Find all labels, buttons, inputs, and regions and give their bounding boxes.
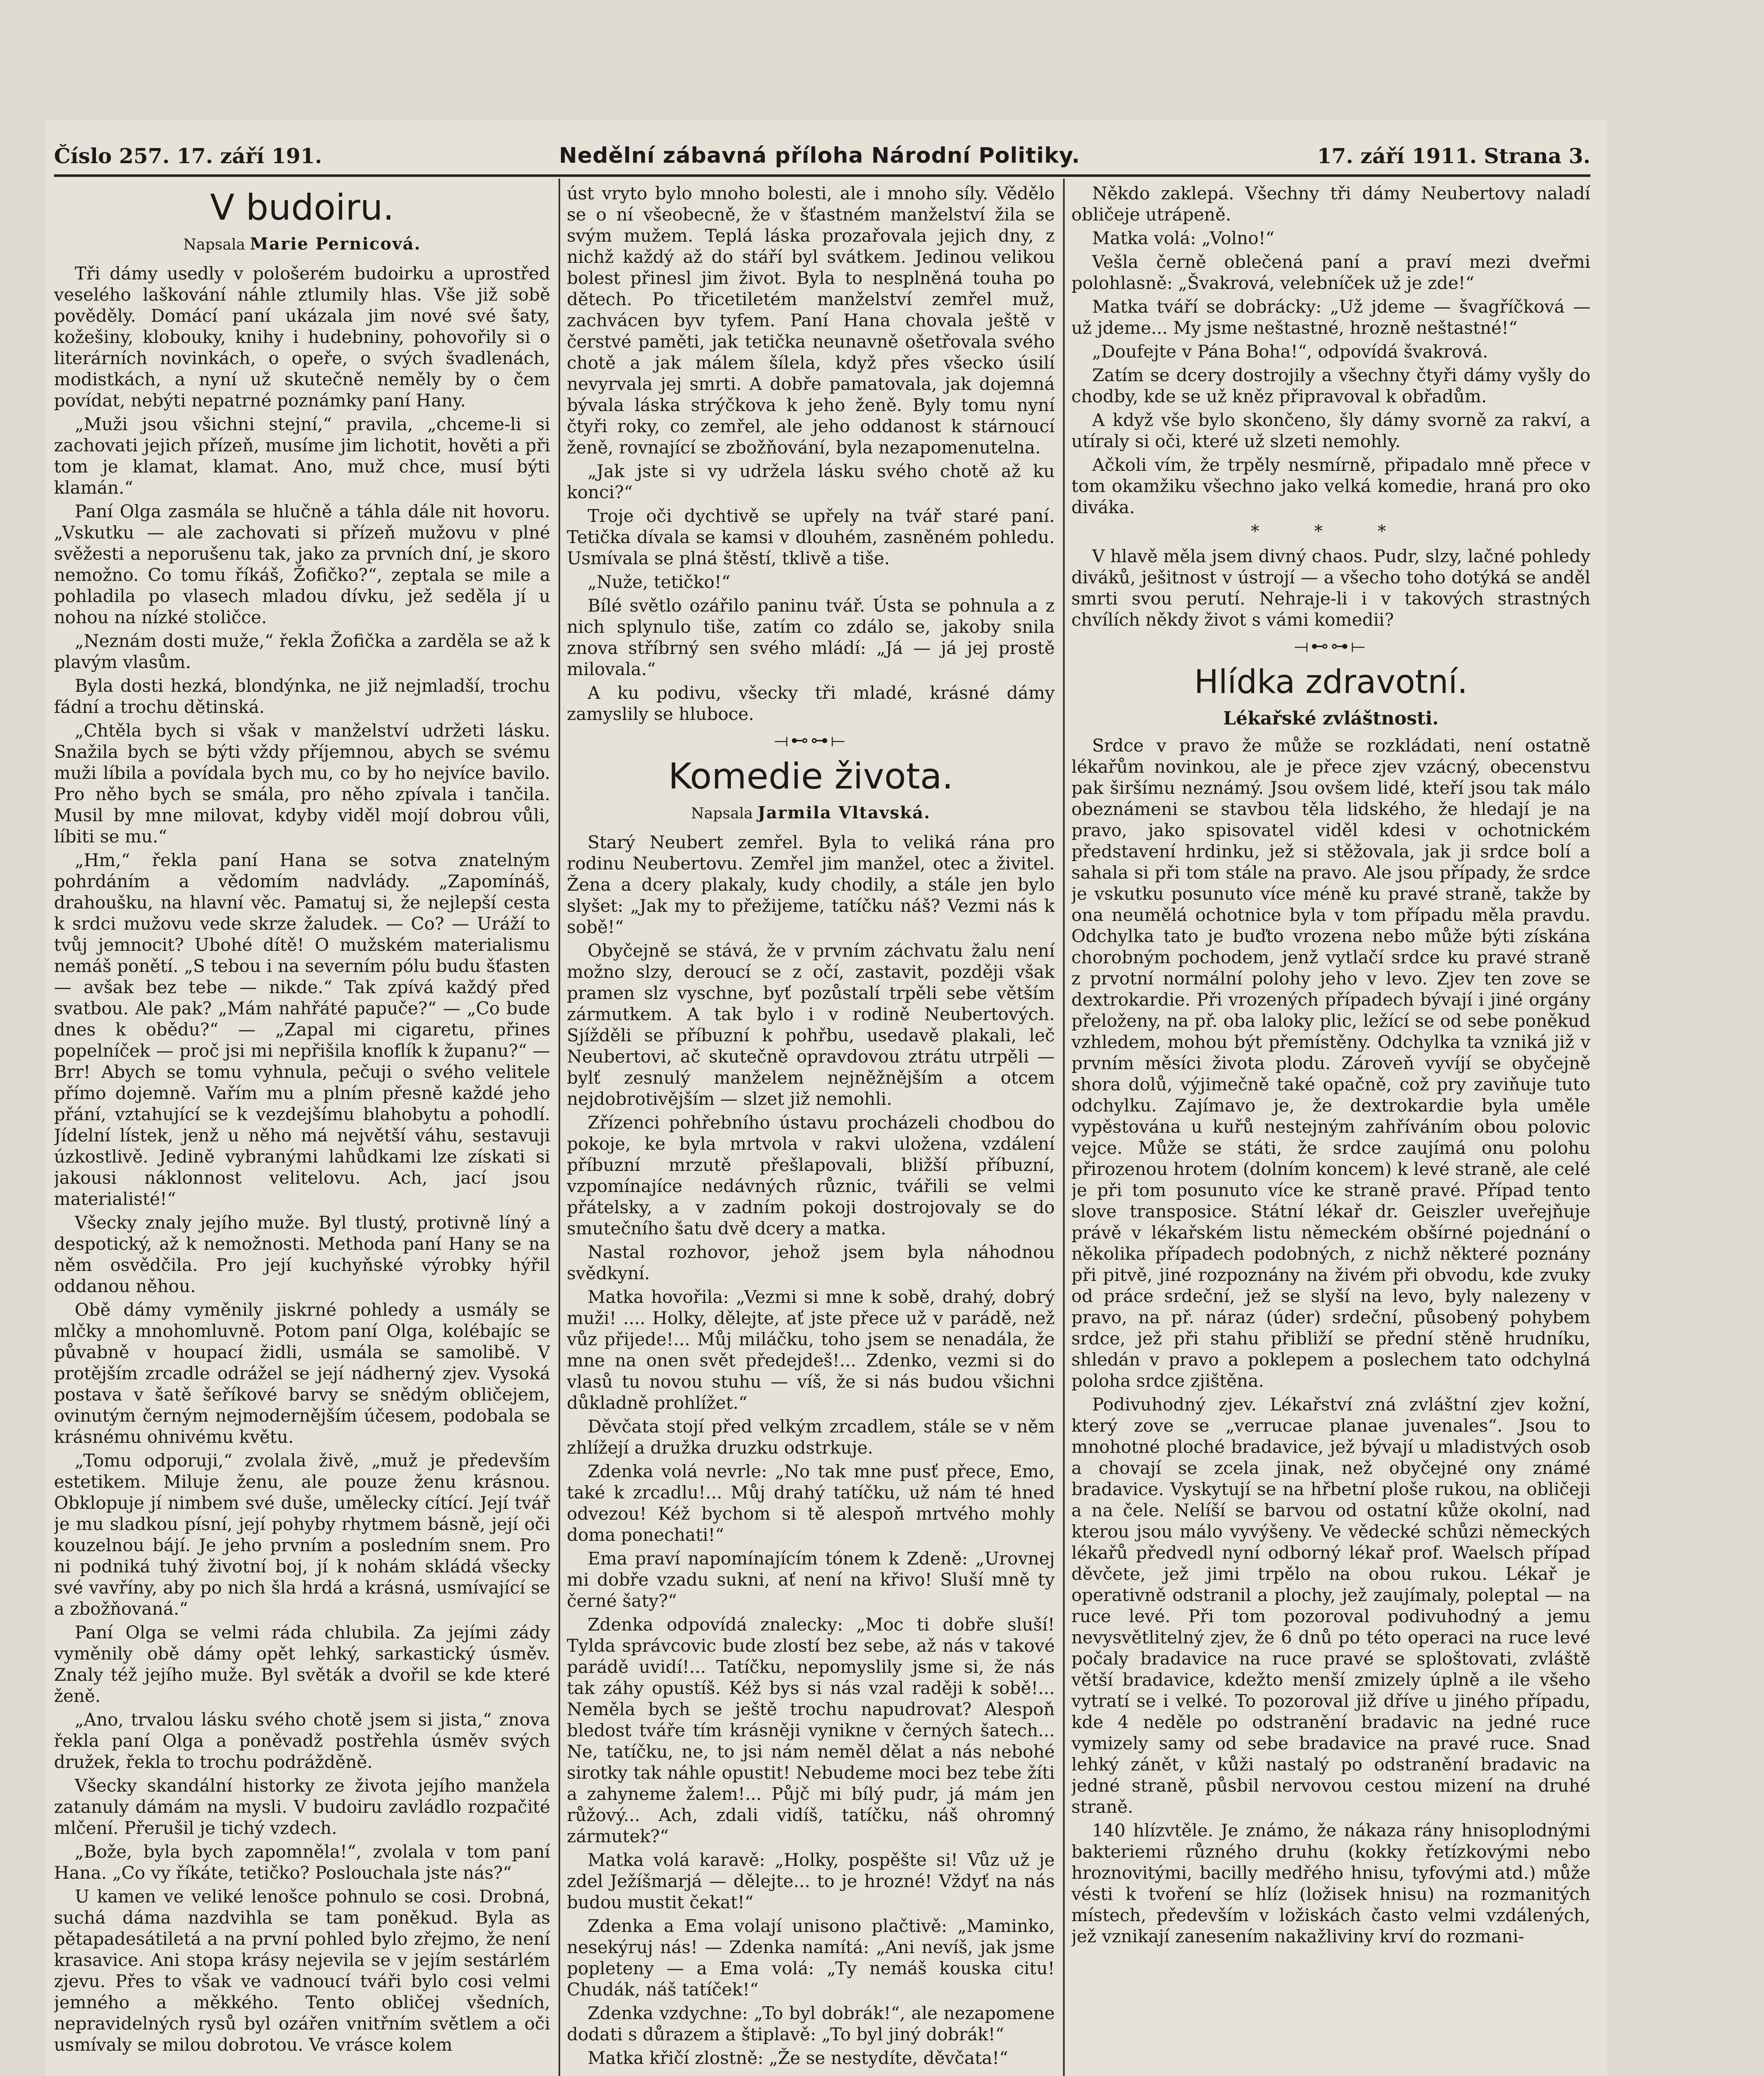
paragraph: Všecky znaly jejího muže. Byl tlustý, protivně líný a despotický, až k nemožnosti. Methoda paní Hany se na něm osvědčila. Pro její kuchyňské výrobky hýřil oddanou něhou. <box>54 1212 550 1296</box>
paragraph: Nastal rozhovor, jehož jsem byla náhodnou svědkyní. <box>567 1242 1055 1283</box>
paragraph: „Chtěla bych si však v manželství udržeti lásku. Snažila bych se býti vždy příjemnou, abych se svému muži líbila a povídala bych mu, co by ho nejvíce bavilo. Pro něho bych se smála, pro něho zpívala i tančila. Musil by mne milovat, kdyby viděl mojí dobrou vůli, líbiti se mu.“ <box>54 720 550 847</box>
article-body-komedie-continued <box>1071 183 1590 518</box>
column-1 <box>54 183 550 2076</box>
publication-title: Nedělní zábavná příloha Národní Politiky. <box>559 143 1080 168</box>
paragraph: Matka tváří se dobrácky: „Už jdeme — švagříčková — už jdeme... My jsme neštastné, hrozně neštastné!“ <box>1071 296 1590 338</box>
masthead-rule <box>54 174 1590 177</box>
article-body-budoir <box>54 263 550 2055</box>
article-body-komedie-end <box>1071 546 1590 630</box>
paragraph: U kamen ve veliké lenošce pohnulo se cosi. Drobná, suchá dáma nazdvihla se tam poněkud. Byla as pětapadesátiletá a na první pohled bylo zřejmo, že není krasavice. Ani stopa krásy nejevila se v jejím sestárlém zjevu. Přes to však ve vadnoucí tváři bylo cosi velmi jemného a měkkého. Tento obličej všedních, nepravidelných rysů byl ozářen vnitřním světlem a oči usmívaly se milou dobrotou. Ve vrásce kolem <box>54 1886 550 2055</box>
paragraph: „Ano, trvalou lásku svého chotě jsem si jista,“ znova řekla paní Olga a poněvadž postřehla úsměv svých družek, řekla to trochu podrážděně. <box>54 1709 550 1772</box>
paragraph: Matka volá: „Volno!“ <box>1092 228 1275 248</box>
paragraph: „Neznám dosti muže,“ řekla Žofička a zarděla se až k plavým vlasům. <box>54 631 550 672</box>
article-body-budoir-continued <box>567 183 1055 725</box>
column-rule-2 <box>1063 179 1065 2076</box>
article-body-komedie <box>567 832 1055 2069</box>
column-2 <box>567 183 1055 2076</box>
masthead <box>54 137 1590 174</box>
article-subtitle-hlidka: Lékařské zvláštnosti. <box>1223 708 1439 729</box>
article-title-budoir: V budoiru. <box>210 187 394 228</box>
paragraph: V hlavě měla jsem divný chaos. Pudr, slzy, lačné pohledy diváků, ješitnost v ústrojí — a všecho toho dotýká se anděl smrti svou perutí. Nehraje-li i v takových strastných chvílích někdy život s vámi komedii? <box>1071 546 1590 630</box>
paragraph: Ačkoli vím, že trpěly nesmírně, připadalo mně přece v tom okamžiku všechno jako velká komedie, hraná pro oko diváka. <box>1071 455 1590 517</box>
paragraph: Tři dámy usedly v pološerém budoirku a uprostřed veselého laškování náhle ztlumily hlas. Vše již sobě pověděly. Domácí paní ukázala jim nové své šaty, kožešiny, klobouky, knihy i hudebniny, pohovořily si o literárních novinkách, o opeře, o svých švadlenách, modistkách, a nyní už skutečně neměly by o čem povídat, nebýti nepatrné poznámky paní Hany. <box>54 263 550 411</box>
paragraph: Zatím se dcery dostrojily a všechny čtyři dámy vyšly do chodby, kde se už kněz připravoval k obřadům. <box>1071 365 1590 406</box>
paragraph: A když vše bylo skončeno, šly dámy svorně za rakví, a utíraly si oči, které už slzeti nemohly. <box>1071 410 1590 451</box>
issue-number: Číslo 257. 17. září 191. <box>54 143 322 168</box>
article-byline-komedie: Napsala Jarmila Vltavská. <box>691 803 931 823</box>
paragraph: Zřízenci pohřebního ústavu procházeli chodbou do pokoje, ke byla mrtvola v rakvi uložena, vzdálení příbuzní mrzutě přešlapovali, bližší příbuzní, vzpomínajíce nedávných různic, tvářili se velmi přátelsky, a v zadním pokoji dostrojovaly se do smutečního šatu dvě dcery a matka. <box>567 1112 1055 1239</box>
author-name: Jarmila Vltavská. <box>757 803 931 823</box>
paragraph: 140 hlízvtěle. Je známo, že nákaza rány hnisoplodnými bakteriemi různého druhu (kokky řetízkovými nebo hroznovitými, bacilly medřého hnisu, tyfovými atd.) může vésti k tvoření se hlíz (ložisek hnisu) na rozmanitých místech, především v ložiskách často velmi vzdálených, jež vznikají zanesením nakažliviny krví do rozmani- <box>1071 1820 1590 1946</box>
section-divider: ⟞⊷⊶⟝ <box>774 730 848 750</box>
paragraph: úst vryto bylo mnoho bolesti, ale i mnoho síly. Vědělo se o ní všeobecně, že v šťastném manželství žila se svým mužem. Teplá láska prozařovala jejich dny, z nichž každý až do stáří byl svátkem. Jedinou velikou bolest přinesl jim život. Byla to nesplněná touha po dětech. Po třicetiletém manželství zemřel muž, zachvácen byv tyfem. Paní Hana chovala ještě v čerstvé paměti, jak tetička neunavně ošetřovala svého chotě a jak málem šílela, když přes všecko úsilí nevyrvala jej smrti. A dobře pamatovala, jak dojemná bývala láska strýčkova k jeho ženě. Byly tomu nyní čtyři roky, co zemřel, ale jeho oddanost k stárnoucí ženě, rovnající se zbožňování, byla nezapomenutelna. <box>567 183 1055 458</box>
paragraph: „Hm,“ řekla paní Hana se sotva znatelným pohrdáním a vědomím nadvlády. „Zapomínáš, drahoušku, na hlavní věc. Pamatuj si, že nejlepší cesta k srdci mužovu vede skrze žaludek. — Co? — Uráží to tvůj jemnocit? Ubohé dítě! O mužském materialismu nemáš ponětí. „S tebou i na severním pólu budu šťasten — avšak bez tebe — nikde.“ Tak zpívá každý před svatbou. Ale pak? „Mám nahřáté papuče?“ — „Co bude dnes k obědu?“ — „Zapal mi cigaretu, přines popelníček — proč jsi mi nepřišila knoflík k županu?“ — Brr! Abych se tomu vyhnula, pečuji o svého velitele přímo dojemně. Vařím mu a plním přesně každé jeho přání, vztahující se k vezdejšímu blahobytu a pohodlí. Jídelní lístek, jenž u něho má největší váhu, sestavuji úzkostlivě. Jedině vybranými lahůdkami lze získati si jakousi náklonnost velitelovu. Ach, jací jsou materialisté!“ <box>54 850 550 1209</box>
paragraph: Zdenka odpovídá znalecky: „Moc ti dobře sluší! Tylda správcovic bude zlostí bez sebe, až nás v takové parádě uvidí!... Tatíčku, nepomyslily jsme si, že nás tak záhy opustíš. Kéž bys si nás vzal raději k sobě!... Neměla bych se ještě trochu napudrovat? Alespoň bledost tváře tím krásněji vynikne v černých šatech... Ne, tatíčku, ne, to jsi nám neměl dělat a nás nebohé sirotky tak náhle opustit! Nebudeme moci bez tebe žíti a zahyneme žalem!... Půjč mi bílý pudr, já mám jen růžový... Ach, zdali vidíš, tatíčku, náš ohromný zármutek?“ <box>567 1614 1055 1846</box>
column-3 <box>1071 183 1590 2076</box>
paragraph: Někdo zaklepá. Všechny tři dámy Neubertovy naladí obličeje utrápeně. <box>1071 183 1590 225</box>
paragraph: Ema praví napomínajícím tónem k Zdeně: „Urovnej mi dobře vzadu sukni, ať není na křivo! Sluší mně ty černé šaty?“ <box>567 1548 1055 1611</box>
section-divider: ⟞⊷⊶⟝ <box>1294 636 1368 656</box>
paragraph: Srdce v pravo že může se rozkládati, není ostatně lékařům novinkou, ale je přece zjev vzácný, obecenstvu pak širšímu neznámý. Jsou ovšem lidé, kteří jsou tak málo obeznámeni se stavbou těla lidského, že hledají je na pravo, jako spisovatel viděl kdesi v ochotnickém představení hrdinku, jež si stěžovala, jak ji srdce bolí a sahala si při tom stále na pravo. Ale jsou případy, že srdce je vskutku posunuto více méně ku pravé straně, takže by ona neumělá ochotnice byla v tom případu měla pravdu. Odchylka tato je buďto vrozena nebo může býti získána chorobným pochodem, jenž vytlačí srdce ku pravé straně z prvotní normální polohy jeho v levo. Zjev ten zove se dextrokardie. Při vrozených případech bývají i jiné orgány přeloženy, na př. oba laloky plic, ležící se od sebe poněkud vzhledem, mohou být přemístěny. Odchylka ta vzniká již v prvním měsíci života plodu. Zároveň vyvíjí se obyčejně shora dolů, výjimečně také opačně, což pry zaviňuje tuto odchylku. Zajímavo je, že dextrokardie byla uměle vypěstována u kuřů nestejným zahříváním obou polovic vejce. Může se státi, že srdce zaujímá onu polohu přirozenou hrotem (dolním koncem) k levé straně, ale celé je při tom posunuto více ke straně pravé. Případ tento slove transposice. Státní lékař dr. Geiszler uveřejňuje právě v lékařském listu německém obšírné pojednání o několika případech podobných, z nichž některé poznány při pitvě, jiné rozpoznány na živém při obvodu, kde zvuky od práce srdeční, jež se slyší na levo, byly nalezeny v pravo, na př. náraz (úder) srdeční, působený pohybem srdce, jež při stahu přibliží se přední stěně hrudníku, shledán v pravo a poklepem a poslechem tato odchylná poloha srdce zjištěna. <box>1071 735 1590 1391</box>
paragraph: Matka křičí zlostně: „Že se nestydíte, děvčata!“ <box>588 2048 1008 2068</box>
paragraph: Vešla černě oblečená paní a praví mezi dveřmi polohlasně: „Švakrová, velebníček už je zde!“ <box>1071 252 1590 293</box>
author-name: Marie Pernicová. <box>250 234 421 254</box>
paragraph: „Jak jste si vy udržela lásku svého chotě až ku konci?“ <box>567 461 1055 502</box>
paragraph: „Nuže, tetičko!“ <box>588 572 730 592</box>
paragraph: Podivuhodný zjev. Lékařství zná zvláštní zjev kožní, který zove se „verrucae planae juvenales“. Jsou to mnohotné ploché bradavice, jež bývají u mladistvých osob a chovají se zcela jinak, než obyčejné ony známé bradavice. Vyskytují se na hřbetní ploše rukou, na obličeji a na čele. Nelíší se barvou od ostatní kůže okolní, nad kterou jsou málo vyvýšeny. Ve vědecké schůzi německých lékařů předvedl nyní odborný lékař prof. Waelsch případ děvčete, jež jimi trpělo na obou rukou. Lékař je operativně odstranil a plochy, jež zaujímaly, poleptal — na ruce levé. Při tom pozoroval podivuhodný a jemu nevysvětlitelný zjev, že 6 dnů po této operaci na ruce levé počaly bradavice na ruce pravé se sploštovati, zvláště větší bradavice, kdežto menší zmizely úplně a ile všeho vytratí se i velké. To pozoroval již dříve u jiného případu, kde 4 neděle po odstranění bradavic na jedné ruce vymizely samy od sebe bradavice na pravé ruce. Snad lehký zánět, v kůži nastalý po odstranění bradavic na jedné straně, půsbil nervovou cestou mizení na druhé straně. <box>1071 1394 1590 1817</box>
section-stars: * * * <box>1251 522 1411 541</box>
paragraph: A ku podivu, všecky tři mladé, krásné dámy zamyslily se hluboce. <box>567 683 1055 724</box>
paragraph: Paní Olga zasmála se hlučně a táhla dále nit hovoru. „Vskutku — ale zachovati si přízeň mužovu v plné svěžesti a neporušenu tak, jako za prvních dní, je skoro nemožno. Co tomu říkáš, Žofičko?“, zeptala se mile a pohladila po vlasech mladou dívku, jež seděla jí u nohou na nízké stoličce. <box>54 501 550 627</box>
paragraph: Obě dámy vyměnily jiskrné pohledy a usmály se mlčky a mnohomluvně. Potom paní Olga, kolébajíc se půvabně v houpací židli, usmála se samolibě. V protějším zrcadle odrážel se její nádherný zjev. Vysoká postava v šatě šeříkové barvy se snědým obličejem, ovinutým černým nejmodernějším účesem, podobala se krásnému ohnivému květu. <box>54 1300 550 1447</box>
paragraph: „Doufejte v Pána Boha!“, odpovídá švakrová. <box>1092 341 1488 362</box>
paragraph: „Tomu odporuji,“ zvolala živě, „muž je především estetikem. Miluje ženu, ale pouze ženu krásnou. Obklopuje jí nimbem své duše, umělecky cítící. Její tvář je mu sladkou písní, její pohyby rhytmem básně, její oči kouzelnou bájí. Je jeho prvním a posledním snem. Pro ni podniká tuhý životní boj, jí k nohám skládá všecky své vavříny, aby po nich šla hrdá a krásná, usmívající se a zbožňovaná.“ <box>54 1450 550 1619</box>
paragraph: Bílé světlo ozářilo paninu tvář. Ústa se pohnula a z nich splynulo tiše, zatím co zdálo se, jakoby snila znova stříbrný sen svého mládí: „Já — já jej prostě milovala.“ <box>567 595 1055 679</box>
paragraph: „Muži jsou všichni stejní,“ pravila, „chceme-li si zachovati jejich přízeň, musíme jim lichotit, hověti a při tom je klamat, klamat. Ano, muž chce, musí býti klamán.“ <box>54 414 550 498</box>
paragraph: Všecky skandální historky ze života jejího manžela zatanuly dámám na mysli. V budoiru zavládlo rozpačité mlčení. Přerušil je tichý vzdech. <box>54 1775 550 1838</box>
paragraph: Starý Neubert zemřel. Byla to veliká rána pro rodinu Neubertovu. Zemřel jim manžel, otec a živitel. Žena a dcery plakaly, kudy chodily, a stále jen bylo slyšet: „Jak my to přežijeme, tatíčku náš? Vezmi nás k sobě!“ <box>567 832 1055 937</box>
paragraph: Zdenka volá nevrle: „No tak mne pusť přece, Emo, také k zrcadlu!... Můj drahý tatíčku, už nám té hned odvezou! Kéž bychom si tě alespoň mrtvého mohly doma ponechati!“ <box>567 1461 1055 1545</box>
paragraph: Matka volá karavě: „Holky, pospěšte si! Vůz už je zdel Ježíšmarjá — dělejte... to je hrozné! Vždyť na nás budou mustit čekat!“ <box>567 1850 1055 1912</box>
article-byline-budoir: Napsala Marie Pernicová. <box>183 234 421 254</box>
paragraph: Byla dosti hezká, blondýnka, ne již nejmladší, trochu fádní a trochu dětinská. <box>54 676 550 717</box>
paragraph: Děvčata stojí před velkým zrcadlem, stále se v něm zhlížejí a družka druzku odstrkuje. <box>567 1416 1055 1458</box>
article-body-hlidka <box>1071 735 1590 1947</box>
paragraph: Zdenka vzdychne: „To byl dobrák!“, ale nezapomene dodati s důrazem a štiplavě: „To byl jiný dobrák!“ <box>567 2003 1055 2044</box>
paragraph: Zdenka a Ema volají unisono plačtivě: „Maminko, nesekýruj nás! — Zdenka namítá: „Ani nevíš, jak jsme popleteny — a Ema volá: „Ty nemáš kouska citu! Chudák, náš tatíček!“ <box>567 1916 1055 2000</box>
paragraph: Obyčejně se stává, že v prvním záchvatu žalu není možno slzy, deroucí se z očí, zastavit, později však pramen slz vyschne, byť pozůstalí trpěli sebe větším zármutkem. A tak bylo i v rodině Neubertových. Sjížděli se příbuzní k pohřbu, usedavě plakali, leč Neubertovi, ač skutečně opravdovou ztrátu utrpěli — bylť zesnulý manželem nejněžnějším a otcem nejdobrotivějším — slzet již nemohli. <box>567 940 1055 1109</box>
paragraph: Paní Olga se velmi ráda chlubila. Za jejími zády vyměnily obě dámy opět lehký, sarkastický úsměv. Znaly též jejího muže. Byl světák a dvořil se kde které ženě. <box>54 1622 550 1706</box>
paragraph: Troje oči dychtivě se upřely na tvář staré paní. Tetička dívala se kamsi v dlouhém, zasněném pohledu. Usmívala se plná štěstí, tklivě a tiše. <box>567 506 1055 568</box>
column-rule-1 <box>559 179 560 2076</box>
article-title-komedie: Komedie života. <box>668 756 953 797</box>
article-title-hlidka: Hlídka zdravotní. <box>1194 663 1468 701</box>
paragraph: „Bože, byla bych zapomněla!“, zvolala v tom paní Hana. „Co vy říkáte, tetičko? Poslouchala jste nás?“ <box>54 1841 550 1883</box>
paragraph: Matka hovořila: „Vezmi si mne k sobě, drahý, dobrý muži! .... Holky, dělejte, ať jste přece už v parádě, než vůz přijede!... Můj miláčku, toho jsem se nenadála, že mne na onen svět předejdeš!... Zdenko, vezmi si do vlasů tu novou stuhu — víš, že si nás budou všichni důkladně prohlížet.“ <box>567 1287 1055 1413</box>
page-date: 17. září 1911. Strana 3. <box>1317 143 1590 168</box>
